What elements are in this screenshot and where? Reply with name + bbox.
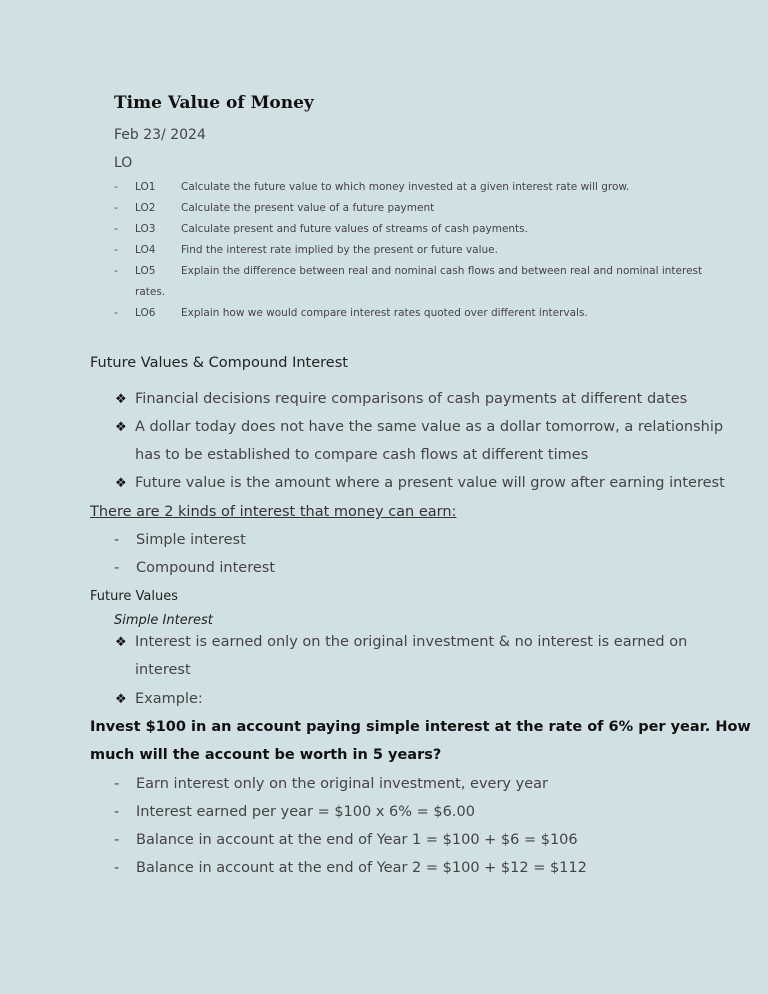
dash-bullet: - xyxy=(114,560,120,576)
dash-bullet: - xyxy=(114,860,120,876)
dash-bullet: - xyxy=(114,804,120,820)
future-values-heading: Future Values xyxy=(90,589,179,604)
step-text: Balance in account at the end of Year 2 = $100 + $12 = $112 xyxy=(136,860,587,876)
simple-interest-heading: Simple Interest xyxy=(114,613,213,628)
step-text: Interest earned per year = $100 x 6% = $6.00 xyxy=(136,804,475,820)
lo-code: LO3 xyxy=(135,223,156,235)
lo-item xyxy=(114,202,714,216)
lo-code: LO4 xyxy=(135,244,156,256)
lo-item xyxy=(114,223,714,237)
example-question-line2: much will the account be worth in 5 years? xyxy=(90,747,442,763)
dash-bullet: - xyxy=(114,532,120,548)
kind-item xyxy=(114,532,514,552)
lo-code: LO6 xyxy=(135,307,156,319)
date-text: Feb 23/ 2024 xyxy=(114,127,206,143)
step-item xyxy=(114,804,714,824)
kind-text: Simple interest xyxy=(136,532,246,548)
bullet-item xyxy=(115,419,724,439)
step-text: Earn interest only on the original investment, every year xyxy=(136,776,548,792)
bullet-continuation: has to be established to compare cash flows at different times xyxy=(135,447,589,463)
kind-text: Compound interest xyxy=(136,560,276,576)
lo-text: Find the interest rate implied by the present or future value. xyxy=(181,244,498,256)
kind-item xyxy=(114,560,514,580)
dash-bullet: - xyxy=(114,265,118,277)
diamond-bullet-icon: ❖ xyxy=(115,392,127,407)
lo-text: Calculate the present value of a future payment xyxy=(181,202,435,214)
kinds-heading: There are 2 kinds of interest that money can earn: xyxy=(90,504,457,520)
lo-item xyxy=(114,244,714,258)
lo-heading: LO xyxy=(114,155,133,171)
lo-text: Explain the difference between real and nominal cash flows and between real and nominal interest xyxy=(181,265,703,277)
bullet-continuation: interest xyxy=(135,662,191,678)
step-item xyxy=(114,776,714,796)
dash-bullet: - xyxy=(114,244,118,256)
dash-bullet: - xyxy=(114,181,118,193)
lo-code: LO2 xyxy=(135,202,156,214)
bullet-text: Future value is the amount where a present value will grow after earning interest xyxy=(135,475,725,491)
diamond-bullet-icon: ❖ xyxy=(115,692,127,707)
diamond-bullet-icon: ❖ xyxy=(115,420,127,435)
lo-text: Calculate the future value to which money invested at a given interest rate will grow. xyxy=(181,181,630,193)
dash-bullet: - xyxy=(114,202,118,214)
lo-code: LO5 xyxy=(135,265,156,277)
lo-item xyxy=(114,265,734,279)
dash-bullet: - xyxy=(114,832,120,848)
step-item xyxy=(114,832,714,852)
lo-item xyxy=(114,181,714,195)
bullet-text: Example: xyxy=(135,691,203,707)
lo-text: Explain how we would compare interest rates quoted over different intervals. xyxy=(181,307,588,319)
diamond-bullet-icon: ❖ xyxy=(115,476,127,491)
bullet-item xyxy=(115,691,715,711)
bullet-text: Interest is earned only on the original investment & no interest is earned on xyxy=(135,634,688,650)
dash-bullet: - xyxy=(114,307,118,319)
step-text: Balance in account at the end of Year 1 = $100 + $6 = $106 xyxy=(136,832,578,848)
bullet-text: A dollar today does not have the same value as a dollar tomorrow, a relationship xyxy=(135,419,724,435)
dash-bullet: - xyxy=(114,776,120,792)
page-title: Time Value of Money xyxy=(114,93,314,113)
lo-code: LO1 xyxy=(135,181,156,193)
lo-continuation: rates. xyxy=(135,286,166,298)
section-heading: Future Values & Compound Interest xyxy=(90,355,348,371)
bullet-text: Financial decisions require comparisons of cash payments at different dates xyxy=(135,391,688,407)
lo-item xyxy=(114,307,714,321)
step-item xyxy=(114,860,714,880)
dash-bullet: - xyxy=(114,223,118,235)
lo-text: Calculate present and future values of streams of cash payments. xyxy=(181,223,528,235)
bullet-item xyxy=(115,475,725,495)
diamond-bullet-icon: ❖ xyxy=(115,635,127,650)
bullet-item xyxy=(115,391,715,411)
bullet-item xyxy=(115,634,715,654)
example-question-line1: Invest $100 in an account paying simple interest at the rate of 6% per year. How xyxy=(90,719,751,735)
